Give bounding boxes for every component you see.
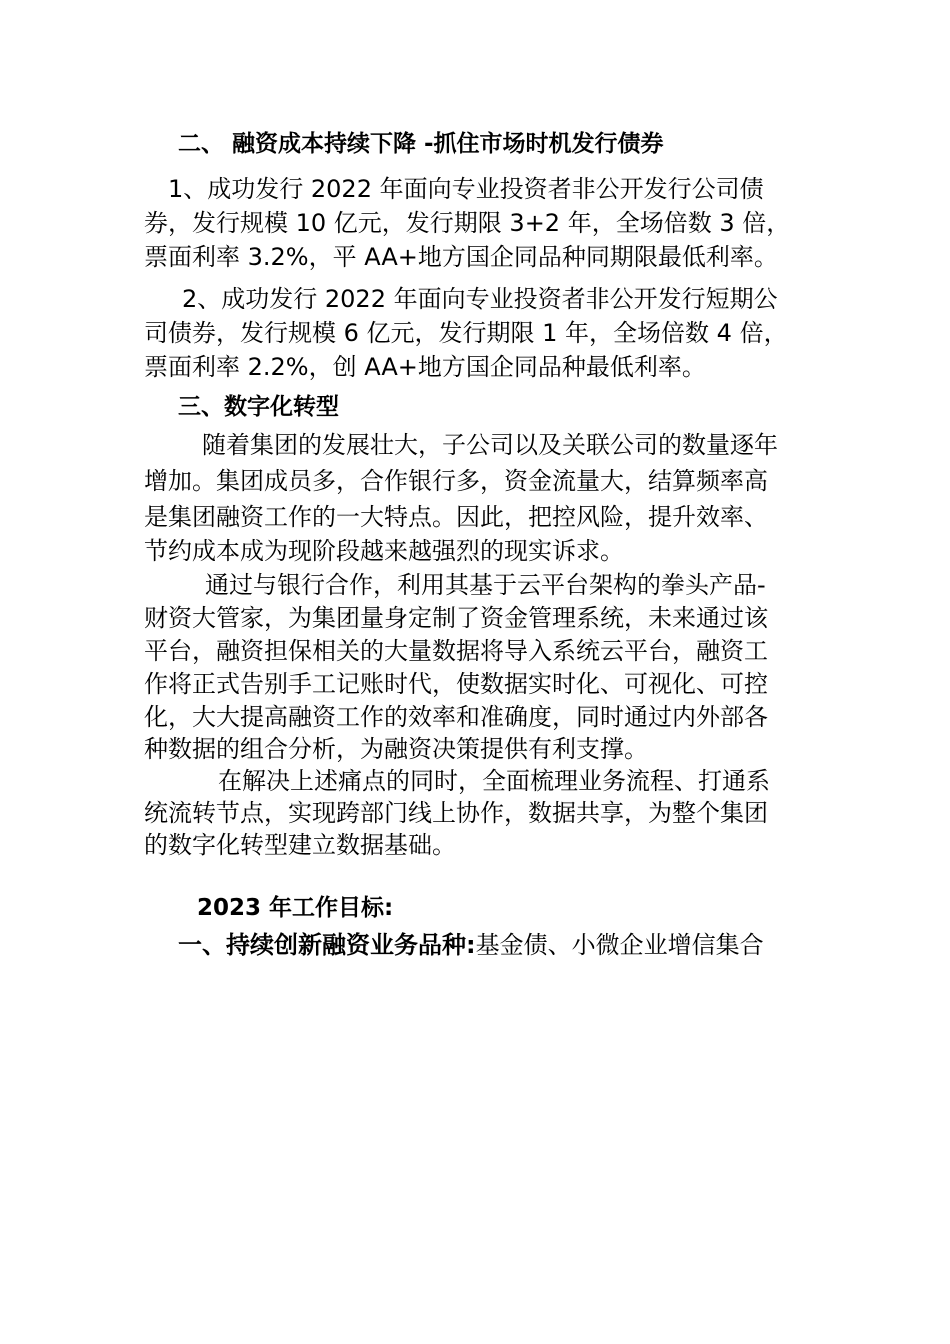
section2-item1-line3: 票面利率 3.2%，平 AA+地方国企同品种同期限最低利率。 <box>144 243 778 271</box>
section2-item1-line2: 券，发行规模 10 亿元，发行期限 3+2 年，全场倍数 3 倍， <box>144 209 791 237</box>
section3-para2-line5: 化，大大提高融资工作的效率和准确度，同时通过内外部各 <box>144 703 768 731</box>
section2-item2-line3: 票面利率 2.2%，创 AA+地方国企同品种最低利率。 <box>144 353 706 381</box>
section3-heading: 三、数字化转型 <box>178 394 339 420</box>
section2-heading: 二、 融资成本持续下降 -抓住市场时机发行债券 <box>178 131 664 157</box>
section3-para1-line1: 随着集团的发展壮大，子公司以及关联公司的数量逐年 <box>202 431 778 459</box>
section3-para3-line3: 的数字化转型建立数据基础。 <box>144 831 456 859</box>
goal1-label: 一、持续创新融资业务品种: <box>178 931 476 959</box>
goal1-text: 基金债、小微企业增信集合 <box>475 931 764 959</box>
section3-para2-line1: 通过与银行合作，利用其基于云平台架构的拳头产品- <box>205 571 766 599</box>
section3-para1-line4: 节约成本成为现阶段越来越强烈的现实诉求。 <box>144 537 624 565</box>
section2-item2-line2: 司债券，发行规模 6 亿元，发行期限 1 年，全场倍数 4 倍， <box>144 319 788 347</box>
goal1-line <box>178 930 764 960</box>
section3-para2-line6: 种数据的组合分析，为融资决策提供有利支撑。 <box>144 735 648 763</box>
section3-para2-line3: 平台，融资担保相关的大量数据将导入系统云平台，融资工 <box>144 637 768 665</box>
goals-heading: 2023 年工作目标: <box>197 895 394 921</box>
section3-para1-line2: 增加。集团成员多，合作银行多，资金流量大，结算频率高 <box>144 467 768 495</box>
section3-para2-line4: 作将正式告别手工记账时代，使数据实时化、可视化、可控 <box>144 670 768 698</box>
section3-para2-line2: 财资大管家，为集团量身定制了资金管理系统，未来通过该 <box>144 604 768 632</box>
section3-para3-line1: 在解决上述痛点的同时，全面梳理业务流程、打通系 <box>218 767 770 795</box>
section3-para3-line2: 统流转节点，实现跨部门线上协作，数据共享，为整个集团 <box>144 799 768 827</box>
section2-item1-line1: 1、成功发行 2022 年面向专业投资者非公开发行公司债 <box>168 175 764 203</box>
section3-para1-line3: 是集团融资工作的一大特点。因此，把控风险，提升效率、 <box>144 503 768 531</box>
section2-item2-line1: 2、成功发行 2022 年面向专业投资者非公开发行短期公 <box>182 285 778 313</box>
